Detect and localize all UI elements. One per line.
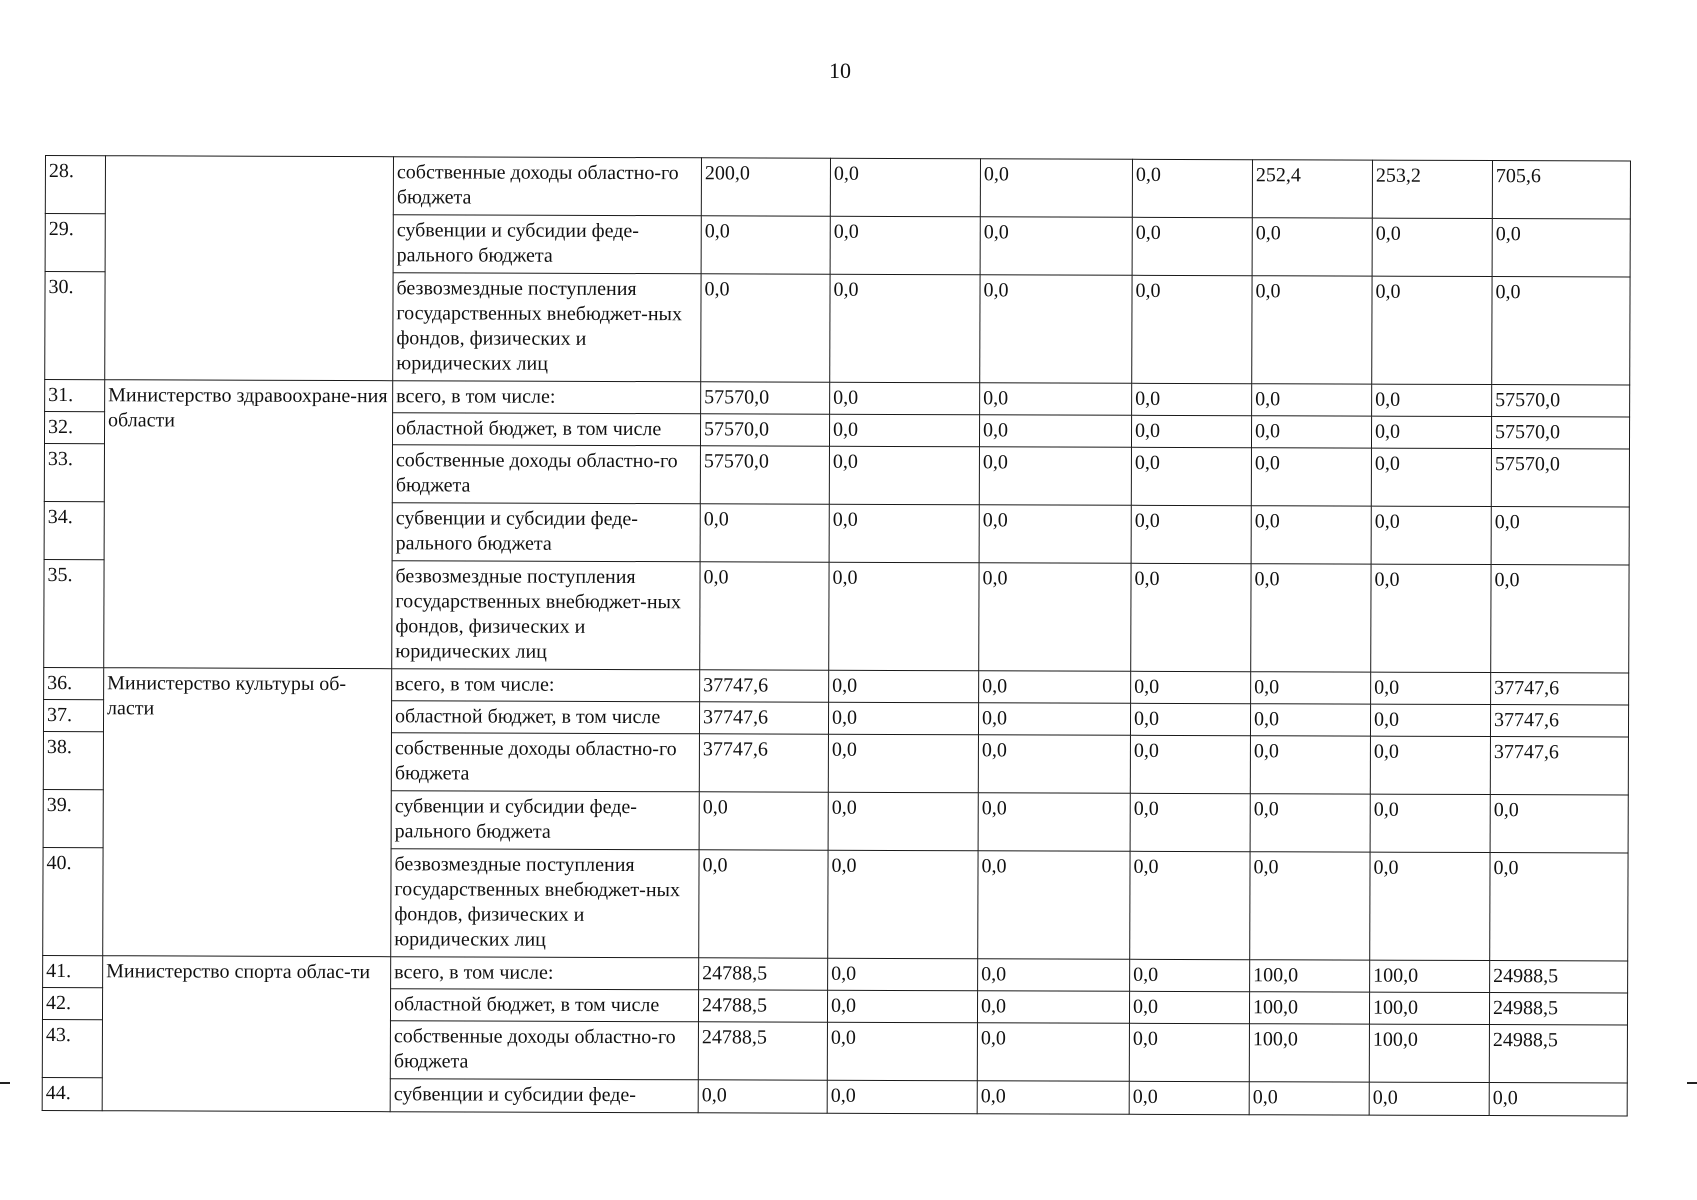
value-cell: 0,0 xyxy=(699,850,828,958)
value-cell: 0,0 xyxy=(978,735,1130,794)
value-cell: 0,0 xyxy=(1131,447,1251,505)
value-cell: 0,0 xyxy=(977,1081,1129,1115)
value-cell: 200,0 xyxy=(701,158,830,216)
value-cell: 0,0 xyxy=(1250,704,1370,736)
total-value-cell: 37747,6 xyxy=(1491,673,1629,705)
budget-table xyxy=(42,155,1631,1117)
row-number-cell: 33. xyxy=(44,444,104,502)
value-cell: 0,0 xyxy=(829,504,979,563)
value-cell: 0,0 xyxy=(1131,563,1251,671)
total-value-cell: 57570,0 xyxy=(1492,385,1630,417)
value-cell: 0,0 xyxy=(977,991,1129,1024)
value-cell: 0,0 xyxy=(700,562,829,670)
table-row xyxy=(45,156,1630,220)
value-cell: 0,0 xyxy=(829,562,979,671)
value-cell: 0,0 xyxy=(980,383,1132,416)
value-cell: 37747,6 xyxy=(699,734,828,792)
value-cell: 0,0 xyxy=(1372,276,1492,384)
value-cell: 0,0 xyxy=(827,990,977,1023)
source-label-cell: собственные доходы областно-го бюджета xyxy=(392,445,700,504)
total-value-cell: 0,0 xyxy=(1489,1083,1627,1116)
total-value-cell: 57570,0 xyxy=(1491,449,1629,507)
value-cell: 100,0 xyxy=(1250,960,1370,992)
source-label-cell: безвозмездные поступления государственных внебюджет-ных фондов, физических и юридических лиц xyxy=(392,561,700,670)
source-label-cell: собственные доходы областно-го бюджета xyxy=(393,157,701,216)
value-cell: 0,0 xyxy=(830,216,980,275)
value-cell: 0,0 xyxy=(1129,1023,1249,1081)
value-cell: 37747,6 xyxy=(700,670,829,702)
value-cell: 0,0 xyxy=(828,702,978,735)
value-cell: 0,0 xyxy=(828,958,978,991)
row-number-cell: 43. xyxy=(42,1019,102,1077)
table-row xyxy=(44,667,1629,705)
row-number-cell: 38. xyxy=(43,731,103,789)
row-number-cell: 31. xyxy=(45,380,105,412)
value-cell: 0,0 xyxy=(828,734,978,793)
department-cell: Министерство спорта облас-ти xyxy=(102,956,391,1112)
department-cell: Министерство культуры об-ласти xyxy=(103,668,392,957)
value-cell: 0,0 xyxy=(829,670,979,703)
total-value-cell: 24988,5 xyxy=(1489,1025,1627,1083)
value-cell: 0,0 xyxy=(699,792,828,850)
value-cell: 0,0 xyxy=(828,850,978,959)
row-number-cell: 41. xyxy=(43,955,103,987)
value-cell: 0,0 xyxy=(1251,448,1371,506)
source-label-cell: собственные доходы областно-го бюджета xyxy=(390,1021,698,1080)
source-label-cell: собственные доходы областно-го бюджета xyxy=(391,733,699,792)
row-number-cell: 35. xyxy=(44,559,104,667)
value-cell: 0,0 xyxy=(1372,384,1492,416)
row-number-cell: 32. xyxy=(44,412,104,444)
total-value-cell: 0,0 xyxy=(1490,795,1628,853)
value-cell: 252,4 xyxy=(1252,160,1372,218)
department-cell: Министерство здравоохране-ния области xyxy=(104,380,393,669)
value-cell: 0,0 xyxy=(1251,672,1371,704)
value-cell: 0,0 xyxy=(698,1080,827,1113)
value-cell: 0,0 xyxy=(1370,736,1490,794)
value-cell: 0,0 xyxy=(979,415,1131,448)
value-cell: 0,0 xyxy=(979,505,1131,564)
row-number-cell: 29. xyxy=(45,214,105,272)
total-value-cell: 0,0 xyxy=(1491,507,1629,565)
table-body xyxy=(42,156,1630,1117)
value-cell: 57570,0 xyxy=(701,382,830,414)
source-label-cell: областной бюджет, в том числе xyxy=(391,701,699,734)
value-cell: 0,0 xyxy=(1371,416,1491,448)
value-cell: 0,0 xyxy=(829,414,979,447)
value-cell: 0,0 xyxy=(1130,851,1250,959)
value-cell: 100,0 xyxy=(1370,960,1490,992)
row-number-cell: 40. xyxy=(43,847,103,955)
value-cell: 24788,5 xyxy=(699,958,828,990)
value-cell: 0,0 xyxy=(1251,416,1371,448)
row-number-cell: 44. xyxy=(42,1077,102,1110)
total-value-cell: 37747,6 xyxy=(1490,705,1628,737)
total-value-cell: 705,6 xyxy=(1492,161,1630,219)
value-cell: 0,0 xyxy=(1250,852,1370,960)
value-cell: 0,0 xyxy=(1249,1082,1369,1115)
value-cell: 0,0 xyxy=(830,274,980,383)
total-value-cell: 0,0 xyxy=(1491,565,1629,673)
value-cell: 37747,6 xyxy=(699,702,828,734)
row-number-cell: 36. xyxy=(44,667,104,699)
value-cell: 57570,0 xyxy=(700,414,829,446)
value-cell: 0,0 xyxy=(830,158,980,217)
value-cell: 0,0 xyxy=(1250,794,1370,852)
value-cell: 0,0 xyxy=(701,274,830,382)
value-cell: 0,0 xyxy=(979,447,1131,506)
source-label-cell: всего, в том числе: xyxy=(391,957,699,990)
table-row xyxy=(43,955,1628,993)
value-cell: 0,0 xyxy=(980,275,1132,384)
total-value-cell: 0,0 xyxy=(1492,277,1630,385)
value-cell: 0,0 xyxy=(1370,704,1490,736)
value-cell: 100,0 xyxy=(1369,992,1489,1024)
value-cell: 0,0 xyxy=(1370,794,1490,852)
value-cell: 0,0 xyxy=(980,217,1132,276)
right-edge-mark xyxy=(1687,1082,1697,1084)
value-cell: 0,0 xyxy=(1251,564,1371,672)
value-cell: 0,0 xyxy=(827,1080,977,1114)
value-cell: 0,0 xyxy=(978,703,1130,736)
total-value-cell: 57570,0 xyxy=(1491,417,1629,449)
source-label-cell: безвозмездные поступления государственных внебюджет-ных фондов, физических и юридических лиц xyxy=(391,849,699,958)
value-cell: 0,0 xyxy=(978,793,1130,852)
source-label-cell: субвенции и субсидии феде-рального бюджета xyxy=(391,791,699,850)
source-label-cell: областной бюджет, в том числе xyxy=(392,413,700,446)
value-cell: 100,0 xyxy=(1249,1024,1369,1082)
value-cell: 0,0 xyxy=(1251,506,1371,564)
value-cell: 0,0 xyxy=(1130,703,1250,735)
value-cell: 0,0 xyxy=(980,159,1132,218)
value-cell: 0,0 xyxy=(977,1023,1129,1082)
value-cell: 253,2 xyxy=(1372,160,1492,218)
source-label-cell: субвенции и субсидии феде-рального бюджета xyxy=(392,503,700,562)
value-cell: 24788,5 xyxy=(698,990,827,1022)
value-cell: 0,0 xyxy=(827,1022,977,1081)
source-label-cell: всего, в том числе: xyxy=(393,381,701,414)
value-cell: 0,0 xyxy=(1130,959,1250,991)
value-cell: 0,0 xyxy=(1132,383,1252,415)
left-edge-mark xyxy=(0,1082,10,1084)
value-cell: 0,0 xyxy=(978,851,1130,960)
row-number-cell: 42. xyxy=(42,987,102,1019)
value-cell: 0,0 xyxy=(700,504,829,562)
table-row xyxy=(45,380,1630,418)
value-cell: 0,0 xyxy=(1131,415,1251,447)
row-number-cell: 37. xyxy=(43,699,103,731)
value-cell: 100,0 xyxy=(1249,992,1369,1024)
value-cell: 0,0 xyxy=(1371,506,1491,564)
total-value-cell: 0,0 xyxy=(1490,853,1628,961)
source-label-cell: областной бюджет, в том числе xyxy=(390,989,698,1022)
source-label-cell: субвенции и субсидии феде-рального бюджета xyxy=(393,215,701,274)
value-cell: 0,0 xyxy=(829,446,979,505)
value-cell: 0,0 xyxy=(828,792,978,851)
value-cell: 0,0 xyxy=(1371,448,1491,506)
value-cell: 0,0 xyxy=(701,216,830,274)
value-cell: 0,0 xyxy=(979,563,1131,672)
value-cell: 0,0 xyxy=(1129,1081,1249,1114)
value-cell: 0,0 xyxy=(1132,159,1252,217)
total-value-cell: 24988,5 xyxy=(1490,961,1628,993)
value-cell: 0,0 xyxy=(1252,218,1372,276)
row-number-cell: 34. xyxy=(44,501,104,559)
total-value-cell: 24988,5 xyxy=(1489,993,1627,1025)
source-label-cell: субвенции и субсидии феде- xyxy=(390,1079,698,1113)
row-number-cell: 30. xyxy=(45,272,105,380)
value-cell: 0,0 xyxy=(830,382,980,415)
value-cell: 0,0 xyxy=(1130,793,1250,851)
value-cell: 0,0 xyxy=(1250,736,1370,794)
value-cell: 57570,0 xyxy=(700,446,829,504)
row-number-cell: 28. xyxy=(45,156,105,214)
total-value-cell: 37747,6 xyxy=(1490,737,1628,795)
department-cell xyxy=(105,156,394,381)
value-cell: 0,0 xyxy=(1372,218,1492,276)
value-cell: 0,0 xyxy=(1252,276,1372,384)
value-cell: 0,0 xyxy=(1130,735,1250,793)
value-cell: 0,0 xyxy=(1132,217,1252,275)
value-cell: 0,0 xyxy=(1129,991,1249,1023)
value-cell: 24788,5 xyxy=(698,1022,827,1080)
source-label-cell: безвозмездные поступления государственных внебюджет-ных фондов, физических и юридических лиц xyxy=(393,273,701,382)
value-cell: 0,0 xyxy=(1370,852,1490,960)
value-cell: 0,0 xyxy=(1131,505,1251,563)
value-cell: 0,0 xyxy=(1371,672,1491,704)
value-cell: 0,0 xyxy=(1131,671,1251,703)
value-cell: 0,0 xyxy=(1371,564,1491,672)
page-number: 10 xyxy=(829,58,851,83)
value-cell: 0,0 xyxy=(1369,1082,1489,1115)
value-cell: 0,0 xyxy=(1132,275,1252,383)
value-cell: 0,0 xyxy=(979,671,1131,704)
total-value-cell: 0,0 xyxy=(1492,219,1630,277)
row-number-cell: 39. xyxy=(43,789,103,847)
source-label-cell: всего, в том числе: xyxy=(392,669,700,702)
value-cell: 0,0 xyxy=(978,959,1130,992)
value-cell: 100,0 xyxy=(1369,1024,1489,1082)
value-cell: 0,0 xyxy=(1252,384,1372,416)
